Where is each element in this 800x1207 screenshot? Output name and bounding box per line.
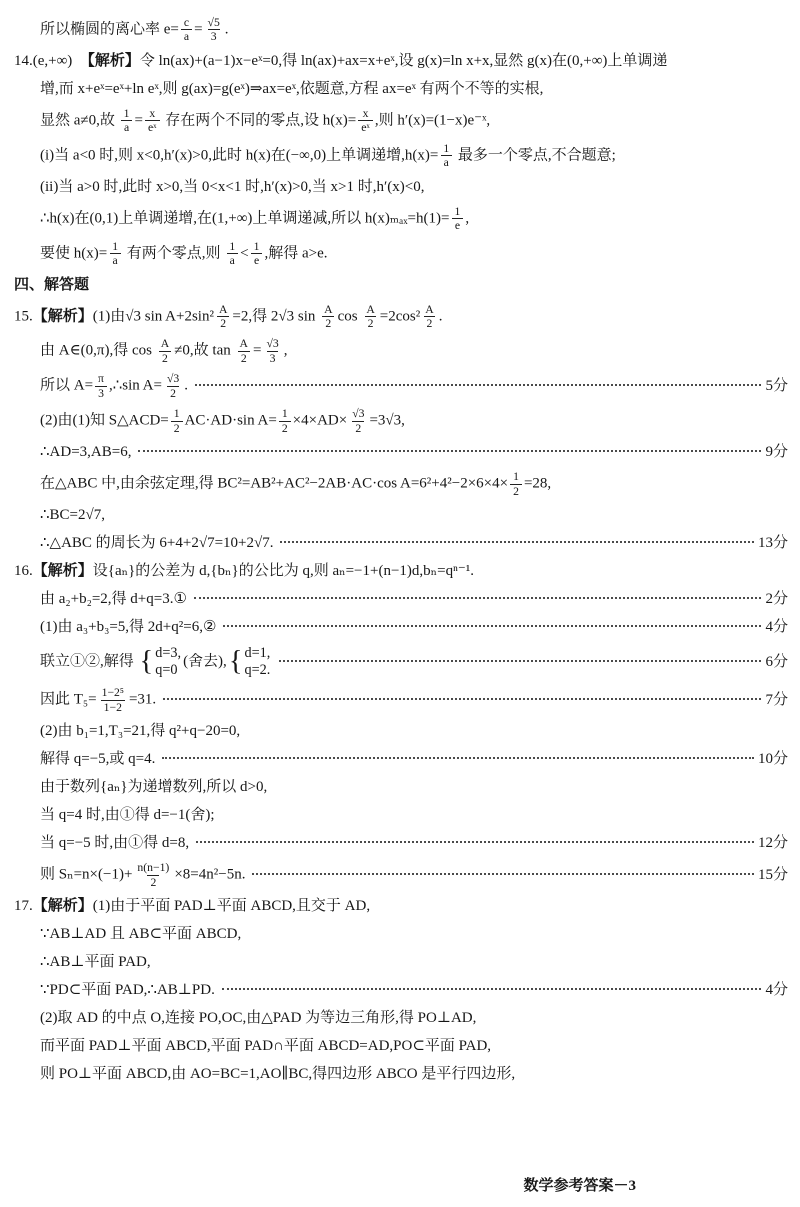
fraction: [510, 470, 522, 498]
dot-leader: [222, 987, 762, 990]
text-line: [14, 749, 788, 770]
fraction: [134, 861, 172, 889]
fraction: [171, 407, 183, 435]
fraction: [95, 372, 107, 400]
fraction: [99, 686, 127, 714]
fraction: [205, 16, 223, 44]
fraction: [121, 107, 133, 135]
text-line: [14, 924, 788, 945]
fraction-numerator: A: [425, 302, 434, 316]
text-line: [14, 240, 788, 268]
page-footer-label: 数学参考答案－3: [523, 1178, 636, 1194]
text-line: [14, 177, 788, 198]
line-text: 17.【解析】(1)由于平面 PAD⊥平面 ABCD,且交于 AD,: [14, 898, 371, 915]
line-text: (2)由 b₁=1,T₃=21,得 q²+q−20=0,: [40, 723, 241, 740]
fraction-numerator: 1: [281, 407, 288, 421]
fraction-denominator: 2: [167, 386, 179, 400]
fraction: [263, 337, 281, 365]
fraction: [237, 337, 251, 365]
fraction-numerator: √3: [352, 407, 365, 421]
fraction-denominator: a: [227, 253, 238, 267]
bold-text: 【解析】: [32, 563, 93, 580]
fraction-denominator: 2: [510, 484, 522, 498]
fraction-numerator: A: [324, 302, 333, 316]
fraction: [349, 407, 367, 435]
text-line: [14, 142, 788, 170]
equation-row: q=0: [155, 662, 178, 679]
fraction-numerator: 1: [253, 239, 260, 253]
equation-system-rows: [245, 645, 271, 679]
fraction: [181, 16, 192, 44]
text-line: [14, 589, 788, 610]
text-line: [14, 442, 788, 463]
dot-leader: [138, 449, 761, 452]
line-text: 在△ABC 中,由余弦定理,得 BC²=AB²+AC²−2AB·AC·cos A=6²+4²−2×6×4× $\frac{1}{2}$ =28,: [40, 470, 552, 498]
fraction: [251, 240, 263, 268]
fraction-numerator: 1: [123, 106, 130, 120]
bold-text: 【解析】: [32, 307, 93, 324]
fraction-numerator: n(n−1): [137, 861, 170, 875]
text-line: [14, 561, 788, 582]
line-text: ∴BC=2√7,: [40, 507, 105, 524]
line-text: 联立①②,解得 { d=3, q=0 (舍去), { d=1, q=2.: [40, 645, 271, 679]
text-line: [14, 505, 788, 526]
text-line: [14, 303, 788, 331]
fraction-denominator: 2: [424, 316, 436, 330]
fraction-denominator: 1−2: [101, 700, 125, 714]
brace-glyph: {: [228, 645, 243, 677]
fraction-denominator: a: [121, 120, 132, 134]
fraction: [279, 407, 291, 435]
text-line: [14, 372, 788, 400]
text-line: [14, 1008, 788, 1029]
fraction: [358, 107, 373, 135]
dot-leader: [162, 756, 754, 759]
line-text: [14, 275, 89, 296]
fraction-numerator: √5: [207, 16, 220, 29]
score-label: 10分: [757, 751, 788, 768]
fraction-numerator: 1−2⁵: [101, 686, 124, 700]
equation-row: q=2.: [244, 662, 271, 679]
fraction-numerator: 1: [229, 239, 236, 253]
score-label: 13分: [757, 535, 788, 552]
text-line: [14, 51, 788, 72]
line-text: 当 q=4 时,由①得 d=−1(舍);: [40, 807, 215, 824]
text-line: [14, 1036, 788, 1057]
line-text: 解得 q=−5,或 q=4.: [40, 751, 156, 768]
fraction-numerator: A: [239, 337, 248, 351]
fraction-denominator: a: [181, 29, 192, 43]
line-text: ∵PD⊂平面 PAD,∴AB⊥PD.: [40, 982, 215, 999]
line-text: 则 Sₙ=n×(−1)+ $\frac{n(n-1)}{2}$ ×8=4n²−5n.: [40, 861, 246, 889]
text-line: [14, 805, 788, 826]
fraction-numerator: 1: [112, 239, 119, 253]
equation-system-rows: [155, 645, 181, 679]
equation-row: d=1,: [244, 645, 271, 662]
line-text: (ii)当 a>0 时,此时 x>0,当 0<x<1 时,h′(x)>0,当 x>1 时,h′(x)<0,: [40, 178, 425, 195]
fraction-numerator: 1: [443, 141, 450, 155]
fraction-numerator: √3: [266, 337, 279, 351]
fraction-denominator: a: [441, 155, 452, 169]
text-line: [14, 107, 788, 135]
dot-leader: [194, 596, 762, 599]
fraction-denominator: e: [452, 218, 463, 232]
text-line: [14, 275, 788, 296]
fraction: [109, 240, 121, 268]
line-text: 显然 a≠0,故 $\frac{1}{a}$ = $\frac{x}{\text{eˣ}}$ 存在两个不同的零点,设 h(x)= $\frac{x}{\text{eˣ}}$ ,则 h′(x)=(1−x)e⁻ˣ,: [40, 106, 491, 135]
score-label: 9分: [765, 444, 788, 461]
fraction-denominator: a: [110, 253, 121, 267]
line-text: (2)由(1)知 S△ACD= $\frac{1}{2}$ AC·AD·sin A= $\frac{1}{2}$ ×4×AD× $\frac{√3}{2}$ =3√3,: [40, 407, 405, 435]
line-text: (1)由 a₃+b₃=5,得 2d+q²=6,②: [40, 619, 217, 636]
score-label: 7分: [765, 691, 788, 708]
text-line: [14, 79, 788, 100]
fraction-denominator: 2: [217, 316, 229, 330]
score-label: 6分: [765, 653, 788, 670]
line-text: 则 PO⊥平面 ABCD,由 AO=BC=1,AO∥BC,得四边形 ABCO 是平行四边形,: [40, 1066, 516, 1083]
fraction-numerator: c: [183, 16, 190, 29]
line-text: ∴△ABC 的周长为 6+4+2√7=10+2√7.: [40, 535, 274, 552]
fraction-numerator: 1: [513, 470, 519, 484]
fraction-numerator: √3: [166, 372, 180, 386]
text-line: [14, 470, 788, 498]
brace-glyph: {: [139, 645, 154, 677]
fraction-denominator: 2: [322, 316, 334, 330]
line-text: 当 q=−5 时,由①得 d=8,: [40, 835, 190, 852]
text-line: [14, 721, 788, 742]
fraction-denominator: 3: [208, 29, 220, 43]
text-line: [14, 617, 788, 638]
score-label: 12分: [757, 835, 788, 852]
line-text: 由于数列{aₙ}为递增数列,所以 d>0,: [40, 779, 268, 796]
text-line: [14, 1064, 788, 1085]
line-text: 要使 h(x)= $\frac{1}{a}$ 有两个零点,则 $\frac{1}{a}$ < $\frac{1}{e}$ ,解得 a>e.: [40, 239, 328, 268]
text-line: [14, 980, 788, 1001]
fraction: [321, 303, 335, 331]
fraction-numerator: 1: [454, 204, 461, 218]
dot-leader: [223, 624, 761, 627]
line-text: ∴AB⊥平面 PAD,: [40, 954, 151, 971]
fraction-numerator: π: [98, 372, 104, 386]
equation-system: [140, 645, 182, 679]
text-line: [14, 833, 788, 854]
fraction-numerator: A: [218, 302, 228, 316]
fraction-denominator: 2: [171, 421, 183, 435]
score-label: 5分: [765, 377, 788, 394]
fraction-denominator: 2: [279, 421, 291, 435]
text-line: [14, 777, 788, 798]
dot-leader: [195, 383, 762, 386]
fraction: [158, 337, 172, 365]
line-text: ∴h(x)在(0,1)上单调递增,在(1,+∞)上单调递减,所以 h(x)ₘₐₓ=h(1)= $\frac{1}{e}$ ,: [40, 204, 470, 233]
bold-text: 四、解答题: [14, 276, 90, 293]
text-line: [14, 952, 788, 973]
text-line: [14, 533, 788, 554]
fraction-denominator: eˣ: [145, 120, 160, 134]
score-label: 2分: [765, 591, 788, 608]
fraction-numerator: 1: [173, 407, 180, 421]
fraction-denominator: e: [251, 253, 262, 267]
line-text: ∵AB⊥AD 且 AB⊂平面 ABCD,: [40, 926, 242, 943]
fraction: [216, 303, 230, 331]
fraction-denominator: eˣ: [358, 120, 373, 134]
fraction: [164, 372, 182, 400]
line-text: (i)当 a<0 时,则 x<0,h′(x)>0,此时 h(x)在(−∞,0)上单调递增,h(x)= $\frac{1}{a}$ 最多一个零点,不合题意;: [40, 141, 616, 170]
fraction-numerator: x: [362, 106, 369, 120]
line-text: 15.【解析】(1)由√3 sin A+2sin² $\frac{A}{2}$ =2,得 2√3 sin $\frac{A}{2}$ cos $\frac{A}{2}$ =2cos² $\frac{A}{2}$ .: [14, 302, 443, 330]
line-text: 因此 T₅= $\frac{\text{1−2⁵}}{1-2}$ =31.: [40, 686, 157, 714]
fraction: [226, 240, 238, 268]
fraction-numerator: A: [160, 337, 170, 351]
bold-text: 【解析】: [32, 898, 93, 915]
fraction-numerator: x: [149, 106, 156, 120]
bold-text: 【解析】: [79, 52, 140, 69]
score-label: 4分: [765, 619, 788, 636]
score-label: 4分: [765, 982, 788, 999]
text-line: [14, 205, 788, 233]
line-text: 所以椭圆的离心率 e= $\frac{c}{a}$ = $\frac{√5}{3}$ .: [40, 16, 229, 44]
equation-row: d=3,: [155, 645, 182, 662]
text-line: [14, 337, 788, 365]
line-text: 所以 A= $\frac{\pi}{3}$ ,∴sin A= $\frac{√3}{2}$ .: [40, 372, 188, 400]
text-line: [14, 896, 788, 917]
text-line: [14, 686, 788, 714]
line-text: ∴AD=3,AB=6,: [40, 444, 132, 461]
text-line: [14, 407, 788, 435]
fraction: [145, 107, 160, 135]
equation-system: [229, 645, 271, 679]
fraction: [422, 303, 436, 331]
fraction-denominator: 3: [267, 351, 279, 365]
line-text: 由 a₂+b₂=2,得 d+q=3.①: [40, 591, 187, 608]
fraction-denominator: 2: [352, 421, 364, 435]
fraction: [363, 303, 377, 331]
fraction-denominator: 2: [238, 351, 250, 365]
dot-leader: [280, 540, 754, 543]
line-text: 增,而 x+eˣ=eˣ+ln eˣ,则 g(ax)=g(eˣ)⇒ax=eˣ,依题意,方程 ax=eˣ 有两个不等的实根,: [40, 80, 544, 97]
dot-leader: [163, 697, 761, 700]
fraction: [440, 142, 452, 170]
fraction-denominator: 2: [147, 875, 159, 889]
line-text: 由 A∈(0,π),得 cos $\frac{A}{2}$ ≠0,故 tan $\frac{A}{2}$ = $\frac{√3}{3}$ ,: [40, 337, 288, 365]
document-body: [14, 16, 788, 1170]
line-text: (2)取 AD 的中点 O,连接 PO,OC,由△PAD 为等边三角形,得 PO⊥AD,: [40, 1010, 477, 1027]
line-text: 16.【解析】设{aₙ}的公差为 d,{bₙ}的公比为 q,则 aₙ=−1+(n−1)d,bₙ=qⁿ⁻¹.: [14, 563, 475, 580]
dot-leader: [196, 840, 754, 843]
fraction-numerator: A: [366, 302, 375, 316]
dot-leader: [279, 659, 761, 662]
score-label: 15分: [757, 866, 788, 883]
text-line: [14, 16, 788, 44]
fraction-denominator: 3: [95, 386, 107, 400]
fraction: [451, 205, 463, 233]
line-text: 14.(e,+∞) 【解析】令 ln(ax)+(a−1)x−eˣ=0,得 ln(ax)+ax=x+eˣ,设 g(x)=ln x+x,显然 g(x)在(0,+∞)上单调递: [14, 52, 668, 69]
line-text: 而平面 PAD⊥平面 ABCD,平面 PAD∩平面 ABCD=AD,PO⊂平面 PAD,: [40, 1038, 492, 1055]
fraction-denominator: 2: [159, 351, 171, 365]
text-line: [14, 645, 788, 679]
dot-leader: [252, 872, 754, 875]
fraction-denominator: 2: [365, 316, 377, 330]
text-line: [14, 861, 788, 889]
